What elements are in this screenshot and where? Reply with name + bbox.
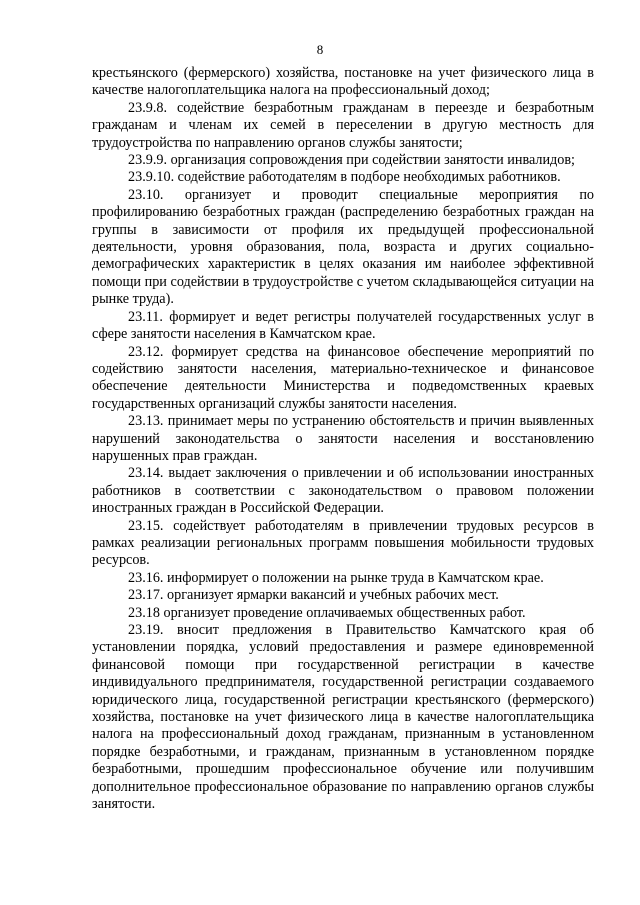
- paragraph-23-14: 23.14. выдает заключения о привлечении и об использовании иностранных работников в соответствии с законодательством о правовом положении иностранных граждан в Российской Федерации.: [92, 465, 594, 517]
- document-body: [92, 65, 594, 813]
- paragraph-23-9-10: 23.9.10. содействие работодателям в подборе необходимых работников.: [128, 169, 561, 186]
- paragraph-23-9-8: 23.9.8. содействие безработным гражданам в переезде и безработным гражданам и членам их семей в переселении в другую местность для трудоустройства по направлению органов службы занятости;: [92, 99, 594, 151]
- paragraph-23-13: 23.13. принимает меры по устранению обстоятельств и причин выявленных нарушений законодательства о занятости населения и восстановлению нарушенных прав граждан.: [92, 413, 594, 464]
- paragraph-23-17: 23.17. организует ярмарки вакансий и учебных рабочих мест.: [128, 587, 499, 604]
- paragraph-23-9-9: 23.9.9. организация сопровождения при содействии занятости инвалидов;: [128, 152, 576, 169]
- paragraph-23-19: 23.19. вносит предложения в Правительство Камчатского края об установлении порядка, условий предоставления и размере единовременной финансовой помощи при государственной регистрации в качестве индивидуального предпринимателя, государственной регистрации создаваемого юридического лица, государственной регистрации крестьянского (фермерского) хозяйства, постановке на учет физического лица в качестве налогоплательщика налога на профессиональный доход гражданам, признанным в установленном порядке безработными, и гражданам, признанным в установленном порядке безработными, прошедшим профессиональное обучение или получившим дополнительное профессиональное образование по направлению органов службы занятости.: [92, 622, 594, 813]
- paragraph-23-18: 23.18 организует проведение оплачиваемых общественных работ.: [128, 604, 526, 621]
- paragraph-23-12: 23.12. формирует средства на финансовое обеспечение мероприятий по содействию занятости населения, материально-техническое и финансовое обеспечение деятельности Министерства и подведомственных краевых государственных организаций службы занятости населения.: [92, 343, 594, 412]
- page-number: 8: [316, 42, 324, 57]
- paragraph-23-15: 23.15. содействует работодателям в привлечении трудовых ресурсов в рамках реализации региональных программ повышения мобильности трудовых ресурсов.: [92, 517, 594, 569]
- paragraph-23-11: 23.11. формирует и ведет регистры получателей государственных услуг в сфере занятости населения в Камчатском крае.: [92, 308, 594, 343]
- paragraph-continuation: крестьянского (фермерского) хозяйства, постановке на учет физического лица в качестве налогоплательщика налога на профессиональный доход;: [92, 65, 594, 99]
- paragraph-23-10: 23.10. организует и проводит специальные мероприятия по профилированию безработных граждан (распределению безработных граждан на группы в зависимости от профиля их предыдущей профессиональной деятельности, уровня образования, пола, возраста и других социально-демографических характеристик в целях оказания им наиболее эффективной помощи при содействии в трудоустройстве с учетом складывающейся ситуации на рынке труда).: [92, 186, 594, 308]
- paragraph-23-16: 23.16. информирует о положении на рынке труда в Камчатском крае.: [128, 569, 544, 586]
